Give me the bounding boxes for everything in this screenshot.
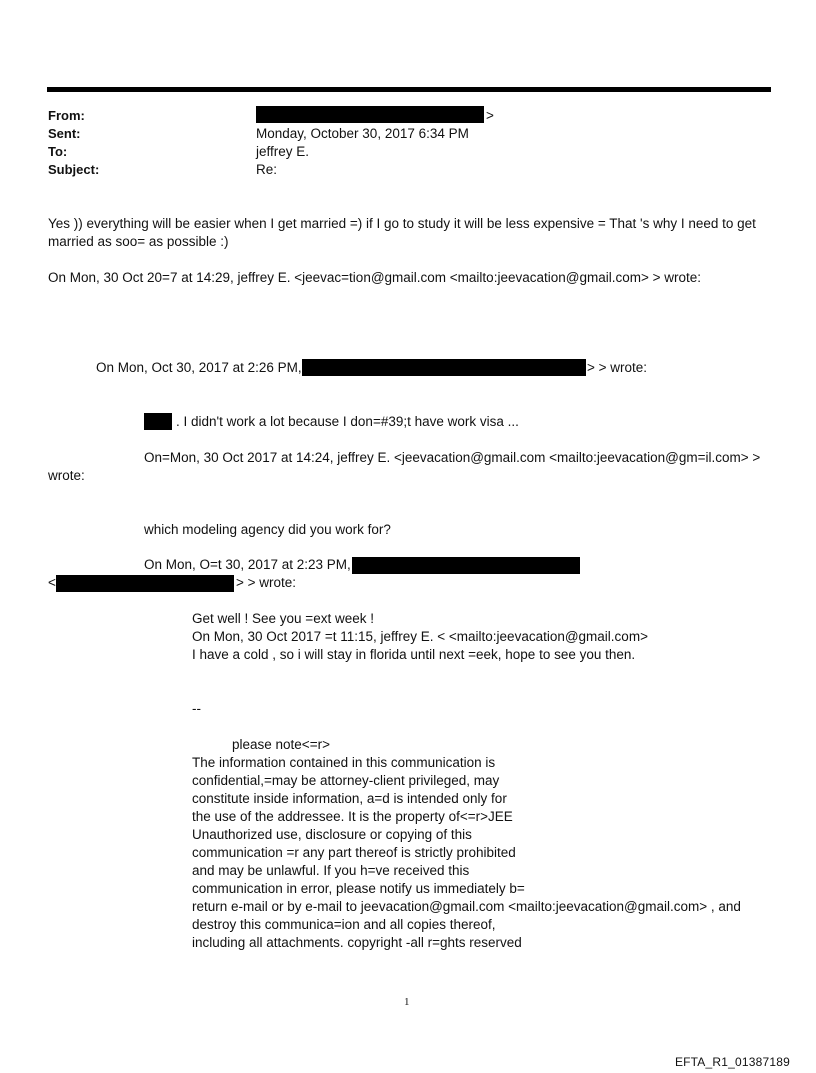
document-id: EFTA_R1_01387189: [674, 1055, 790, 1069]
subject-value: Re:: [256, 162, 278, 177]
header-rule: [47, 87, 771, 92]
disclaimer-line: Unauthorized use, disclosure or copying of this: [192, 827, 472, 842]
quote-header-1: On Mon, 30 Oct 20=7 at 14:29, jeffrey E. <jeevac=tion@gmail.com <mailto:jeevacation@gmail.com> > wrote:: [48, 270, 701, 285]
quote-header-3-line2: wrote:: [48, 468, 85, 483]
quote-header-2-suffix: > > wrote:: [587, 360, 648, 375]
redacted-email: [56, 575, 234, 592]
disclaimer-line: the use of the addressee. It is the property of<=r>JEE: [192, 809, 513, 824]
page-number: 1: [404, 996, 410, 1008]
quote-header-4-prefix: On Mon, O=t 30, 2017 at 2:23 PM,: [144, 557, 351, 572]
signature-dashes: --: [192, 701, 201, 716]
quote-header-5: On Mon, 30 Oct 2017 =t 11:15, jeffrey E. < <mailto:jeevacation@gmail.com>: [192, 629, 648, 644]
message-agency: which modeling agency did you work for?: [144, 522, 391, 537]
sent-value: Monday, October 30, 2017 6:34 PM: [256, 126, 469, 141]
disclaimer-line: including all attachments. copyright -all r=ghts reserved: [192, 935, 522, 950]
sent-label: Sent:: [48, 126, 81, 141]
quote-header-4-line2-prefix: <: [48, 575, 56, 590]
to-label: To:: [48, 144, 68, 159]
message-visa: . I didn't work a lot because I don=#39;t have work visa ...: [176, 414, 519, 429]
quote-header-4-line2-suffix: > > wrote:: [236, 575, 297, 590]
redacted-sender-3: [352, 557, 580, 574]
disclaimer-line: constitute inside information, a=d is intended only for: [192, 791, 507, 806]
subject-label: Subject:: [48, 162, 100, 177]
message-getwell: Get well ! See you =ext week !: [192, 611, 374, 626]
quote-header-3-line1: On=Mon, 30 Oct 2017 at 14:24, jeffrey E. <jeevacation@gmail.com <mailto:jeevacation@gm=il.com> >: [144, 450, 761, 465]
disclaimer-line: destroy this communica=ion and all copies thereof,: [192, 917, 496, 932]
redacted-sender-2: [302, 359, 586, 376]
disclaimer-line: and may be unlawful. If you h=ve received this: [192, 863, 470, 878]
quote-header-2-prefix: On Mon, Oct 30, 2017 at 2:26 PM,: [96, 360, 302, 375]
from-suffix: >: [486, 108, 494, 123]
disclaimer-line: communication =r any part thereof is strictly prohibited: [192, 845, 516, 860]
to-value: jeffrey E.: [256, 144, 310, 159]
disclaimer-line: return e-mail or by e-mail to jeevacation@gmail.com <mailto:jeevacation@gmail.com> , and: [192, 899, 741, 914]
disclaimer-line: confidential,=may be attorney-client privileged, may: [192, 773, 500, 788]
message-cold: I have a cold , so i will stay in florida until next =eek, hope to see you then.: [192, 647, 636, 662]
redacted-name: [144, 413, 172, 430]
from-label: From:: [48, 108, 85, 123]
disclaimer-line: The information contained in this communication is: [192, 755, 496, 770]
reply-text-line1: Yes )) everything will be easier when I get married =) if I go to study it will be less expensive = That 's why I need to get: [48, 216, 756, 231]
disclaimer-line: please note<=r>: [232, 737, 330, 752]
disclaimer-line: communication in error, please notify us immediately b=: [192, 881, 525, 896]
reply-text-line2: married as soo= as possible :): [48, 234, 229, 249]
redacted-sender: [256, 106, 484, 123]
